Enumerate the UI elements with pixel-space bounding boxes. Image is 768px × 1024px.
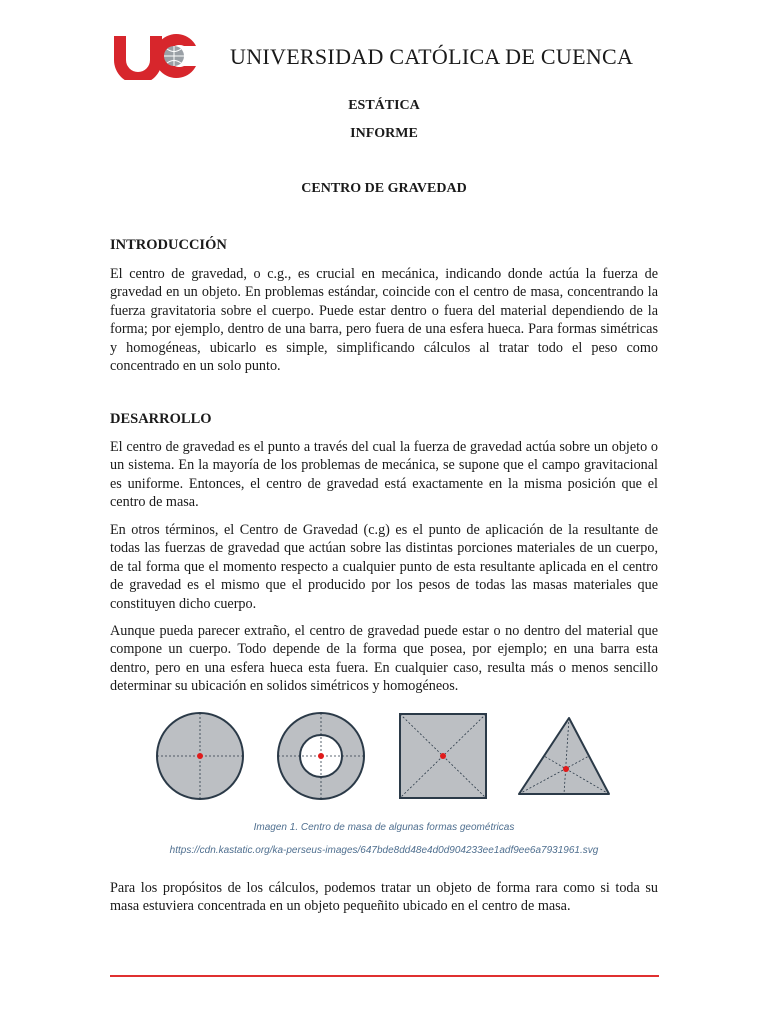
closing-paragraph: Para los propósitos de los cálculos, podemos tratar un objeto de forma rara como si toda su masa estuviera concentrada en un objeto pequeñito ubicado en el centro de masa. bbox=[110, 880, 658, 915]
development-paragraph-1: El centro de gravedad es el punto a través del cual la fuerza de gravedad actúa sobre un objeto o un sistema. En la mayoría de los problemas de mecánica, se supone que el campo gravitacional es uniforme. Entonces, el centro de gravedad está exactamente en la misma posición que el centro de masa. bbox=[110, 439, 658, 511]
figure-caption: Imagen 1. Centro de masa de algunas formas geométricas bbox=[253, 822, 515, 833]
document-header bbox=[112, 32, 672, 82]
development-paragraph-2: En otros términos, el Centro de Gravedad (c.g) es el punto de aplicación de la resultante de todas las fuerzas de gravedad que actúan sobre las distintas porciones materiales de un cuerpo, de tal forma que el momento respecto a cualquier punto de esta resultante aplicada en el centro de gravedad es el mismo que el producido por los pesos de todas las masas materiales que constituyen dicho cuerpo. bbox=[110, 522, 658, 612]
ring-shape bbox=[278, 713, 364, 799]
development-paragraph-3: Aunque pueda parecer extraño, el centro de gravedad puede estar o no dentro del material que compone un cuerpo. Todo depende de la forma que posea, por ejemplo; en una barra esta dentro, pero en una esfera hueca esta fuera. En cualquier caso, resulta más o menos sencillo determinar su ubicación en solidos simétricos y homogéneos. bbox=[110, 623, 658, 695]
triangle-shape bbox=[519, 718, 609, 794]
university-name: UNIVERSIDAD CATÓLICA DE CUENCA bbox=[230, 44, 634, 69]
subject-heading: ESTÁTICA bbox=[348, 98, 420, 113]
introduction-paragraph: El centro de gravedad, o c.g., es crucial en mecánica, indicando donde actúa la fuerza de gravedad en un objeto. En problemas estándar, coincide con el centro de masa, concentrando la fuerza gravitatoria sobre el cuerpo. Puede estar dentro o fuera del material dependiendo de la forma; por ejemplo, dentro de una barra, pero fuera de una esfera hueca. Para formas simétricas y homogéneas, ubicarlo es simple, simplificando cálculos al tratar todo el peso como concentrado en un solo punto. bbox=[110, 266, 658, 375]
square-shape bbox=[400, 714, 486, 798]
development-heading: DESARROLLO bbox=[110, 411, 212, 427]
solid-circle-shape bbox=[157, 713, 243, 799]
university-logo bbox=[112, 32, 198, 80]
center-of-mass-figure bbox=[150, 710, 620, 802]
figure-source-url: https://cdn.kastatic.org/ka-perseus-images/647bde8dd48e4d0d904233ee1adf9ee6a7931961.svg bbox=[169, 845, 599, 856]
introduction-heading: INTRODUCCIÓN bbox=[110, 237, 227, 253]
document-title: CENTRO DE GRAVEDAD bbox=[301, 181, 467, 196]
document-type-heading: INFORME bbox=[350, 126, 418, 141]
footer-rule bbox=[110, 975, 659, 977]
